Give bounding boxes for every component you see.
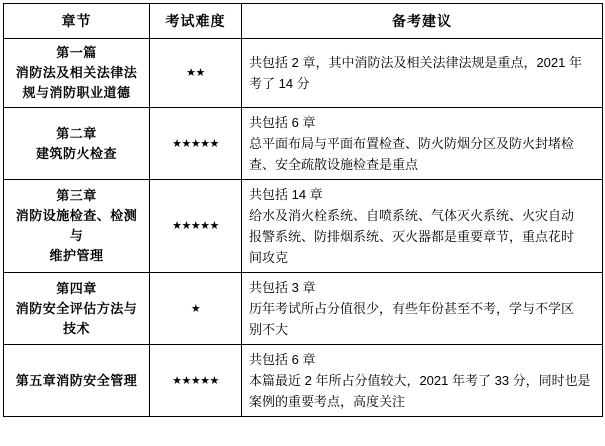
chapter-line: 建筑防火检查 [35,145,117,161]
chapter-line: 第三章 [56,188,97,203]
exam-guide-table [3,3,603,417]
advice-line: 共包括 2 章，其中消防法及相关法律法规是重点，2021 年 [249,55,582,70]
star-rating: ★★★★★ [172,136,219,150]
advice-line: 别不大 [249,322,289,337]
advice-line: 本篇最近 2 年所占分值较大，2021 年考了 33 分，同时也是 [249,373,591,388]
advice-cell [242,180,603,273]
table-header [4,4,603,39]
advice-cell [242,345,603,417]
chapter-cell [4,108,150,180]
chapter-cell [4,345,150,417]
advice-line: 共包括 6 章 [249,352,316,367]
table-header-row [4,4,603,39]
star-rating: ★ [190,301,201,315]
table-row [4,39,603,108]
chapter-cell [4,273,150,345]
star-rating: ★★★★★ [172,219,219,232]
advice-line: 报警系统、防排烟系统、灭火器都是重要章节，重点花时 [249,229,575,244]
advice-line: 给水及消火栓系统、自喷系统、气体灭火系统、火灾自动 [249,208,575,223]
chapter-line: 第四章 [56,280,97,296]
star-rating: ★★★★★ [172,373,219,387]
table-row [4,273,603,345]
table-row [4,180,603,273]
table-body [4,39,603,417]
chapter-line: 规与消防职业道德 [22,85,131,100]
column-header-difficulty: 考试难度 [150,4,242,39]
difficulty-cell [150,39,242,108]
table-row [4,108,603,180]
chapter-line: 消防安全评估方法与 [15,300,138,316]
column-header-chapter: 章节 [4,4,150,39]
chapter-line: 消防设施检查、检测与 [15,208,138,243]
column-header-advice: 备考建议 [242,4,603,39]
advice-cell [242,39,603,108]
chapter-cell [4,39,150,108]
advice-cell [242,108,603,180]
chapter-line: 第一篇 [56,45,97,60]
advice-line: 查、安全疏散设施检查是重点 [249,157,419,172]
difficulty-cell [150,345,242,417]
table-row [4,345,603,417]
difficulty-cell [150,273,242,345]
advice-line: 共包括 14 章 [249,187,323,202]
advice-line: 历年考试所占分值很少，有些年份甚至不考，学与不学区 [249,301,575,316]
advice-line: 案例的重要考点，高度关注 [249,394,406,409]
advice-line: 总平面布局与平面布置检查、防火防烟分区及防火封堵检 [249,136,575,151]
chapter-line: 第二章 [56,125,97,141]
advice-cell [242,273,603,345]
difficulty-cell [150,180,242,273]
advice-line: 考了 14 分 [249,76,310,91]
star-rating: ★★ [186,66,205,79]
chapter-cell [4,180,150,273]
chapter-line: 技术 [62,320,90,336]
chapter-line: 维护管理 [49,248,104,263]
difficulty-cell [150,108,242,180]
chapter-line: 第五章消防安全管理 [15,372,138,388]
advice-line: 间攻克 [249,250,289,265]
advice-line: 共包括 6 章 [249,115,316,130]
chapter-line: 消防法及相关法律法 [15,65,138,80]
advice-line: 共包括 3 章 [249,280,316,295]
